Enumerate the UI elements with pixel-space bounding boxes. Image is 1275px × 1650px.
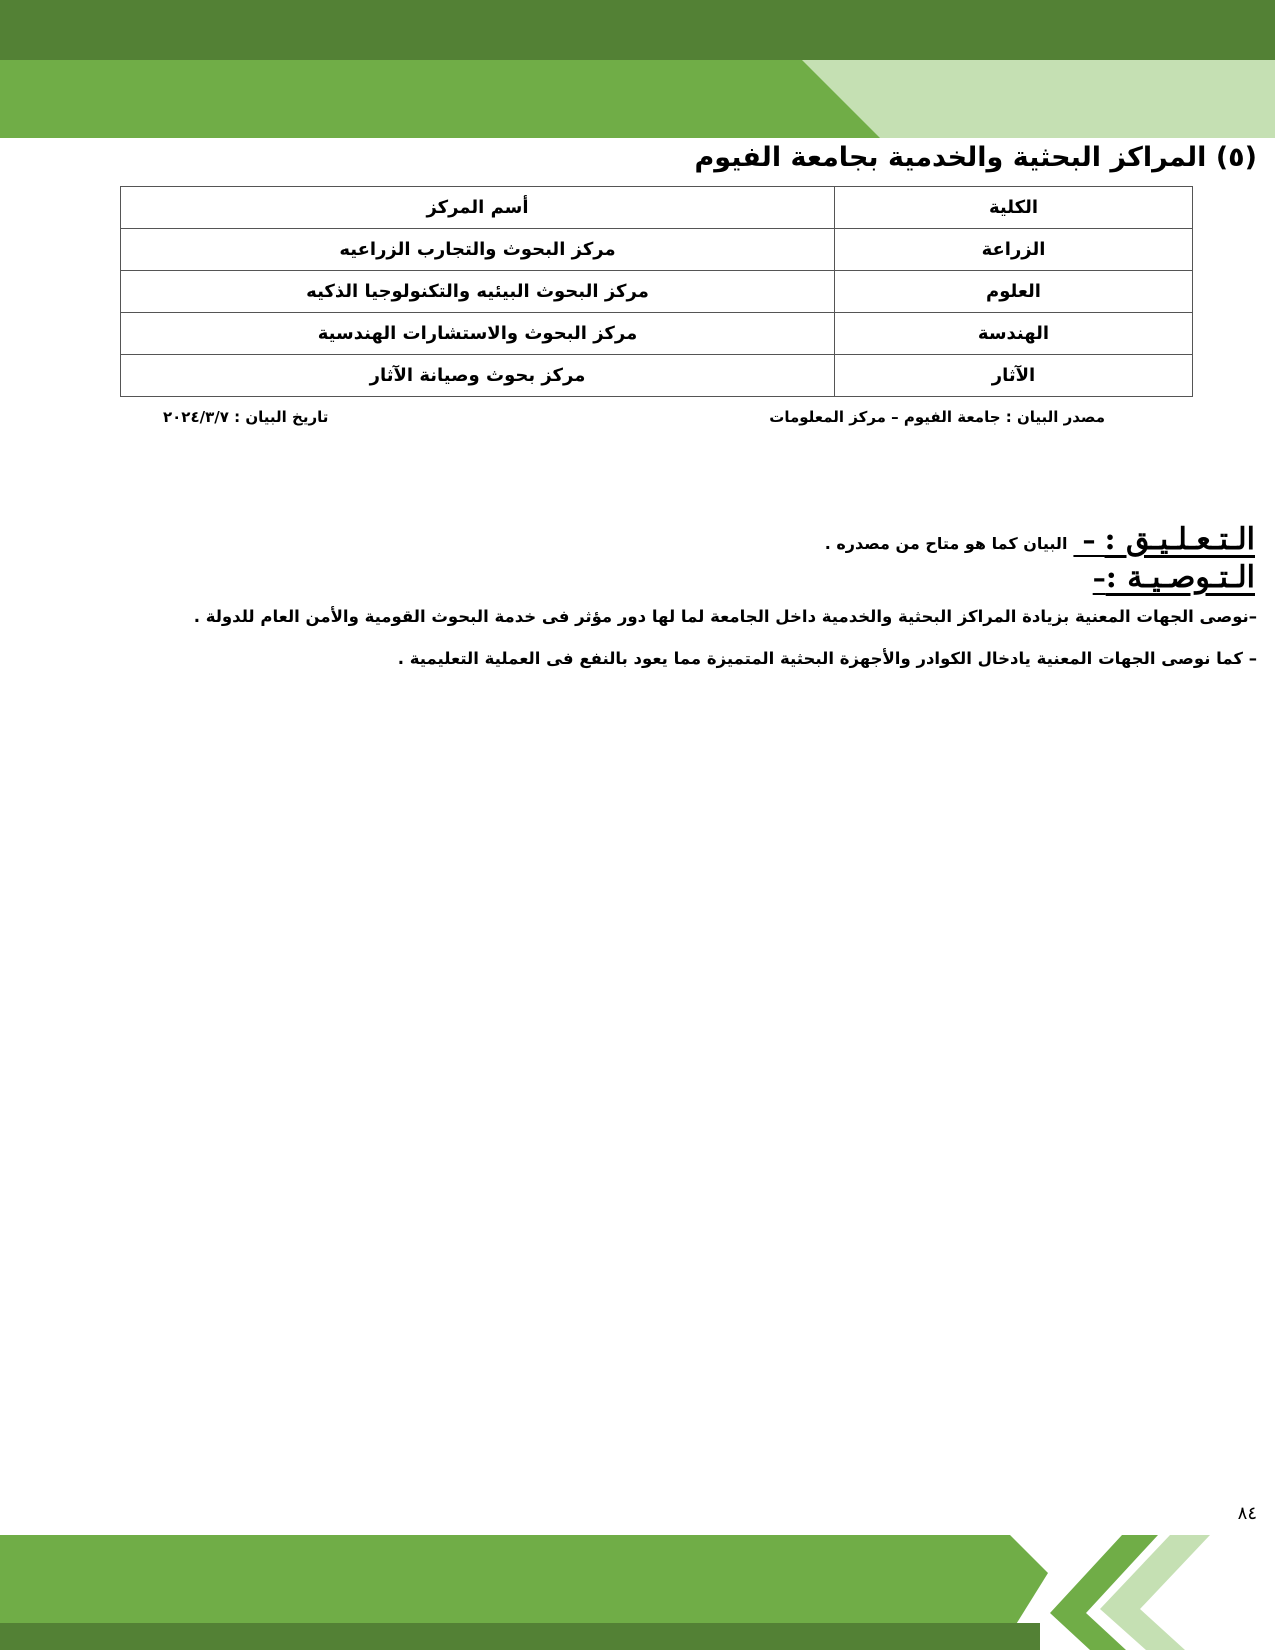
recommendation-label: الـتـوصـيـة : bbox=[1105, 560, 1255, 595]
cell-center-name: مركز البحوث والاستشارات الهندسية bbox=[121, 313, 835, 355]
table-row bbox=[121, 229, 1193, 271]
recommendation-heading bbox=[1093, 560, 1255, 595]
comment-dash: – bbox=[1073, 526, 1105, 556]
recommendation-dash: – bbox=[1092, 564, 1106, 594]
header-center-name: أسم المركز bbox=[121, 187, 835, 229]
comment-label: الـتـعـلـيـق : bbox=[1104, 522, 1255, 557]
table-row bbox=[121, 271, 1193, 313]
table-row bbox=[121, 313, 1193, 355]
footer-band bbox=[0, 1535, 1275, 1650]
research-centers-table bbox=[120, 186, 1193, 397]
header-faculty: الكلية bbox=[835, 187, 1193, 229]
header-mid-strip bbox=[0, 60, 880, 138]
recommendation-item: – كما نوصى الجهات المعنية يادخال الكوادر والأجهزة البحثية المتميزة مما يعود بالنفع فى العملية التعليمية . bbox=[397, 649, 1257, 668]
header-band bbox=[0, 0, 1275, 140]
cell-center-name: مركز البحوث والتجارب الزراعيه bbox=[121, 229, 835, 271]
cell-center-name: مركز البحوث البيئيه والتكنولوجيا الذكيه bbox=[121, 271, 835, 313]
table-row bbox=[121, 355, 1193, 397]
cell-center-name: مركز بحوث وصيانة الآثار bbox=[121, 355, 835, 397]
footer-dark-strip bbox=[0, 1623, 1040, 1650]
recommendation-item: –نوصى الجهات المعنية بزيادة المراكز البحثية والخدمية داخل الجامعة لما لها دور مؤثر فى خدمة البحوث القومية والأمن العام للدولة . bbox=[193, 607, 1257, 626]
comment-text: البيان كما هو متاح من مصدره . bbox=[824, 534, 1068, 553]
header-dark-strip bbox=[0, 0, 1275, 60]
page-number: ٨٤ bbox=[1237, 1503, 1257, 1524]
cell-faculty: الزراعة bbox=[835, 229, 1193, 271]
page-title: (٥) المراكز البحثية والخدمية بجامعة الفيوم bbox=[694, 142, 1257, 173]
table-header-row bbox=[121, 187, 1193, 229]
data-source-note: مصدر البيان : جامعة الفيوم – مركز المعلومات bbox=[769, 408, 1105, 426]
cell-faculty: الآثار bbox=[835, 355, 1193, 397]
cell-faculty: الهندسة bbox=[835, 313, 1193, 355]
comment-section bbox=[825, 522, 1255, 557]
cell-faculty: العلوم bbox=[835, 271, 1193, 313]
data-date-note: تاريخ البيان : ٢٠٢٤/٣/٧ bbox=[163, 408, 329, 426]
